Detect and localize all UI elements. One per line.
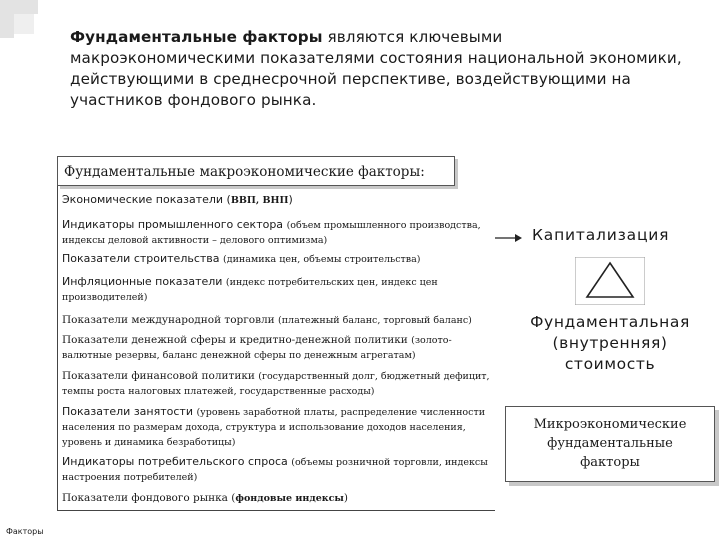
- item-label: Показатели денежной сферы и кредитно-денежной политики: [62, 334, 412, 346]
- list-item: [62, 218, 492, 248]
- list-item: [62, 193, 498, 208]
- item-label: Показатели фондового рынка (: [62, 492, 236, 504]
- item-label: Индикаторы промышленного сектора: [62, 218, 287, 231]
- triangle-icon: [575, 257, 645, 305]
- item-tail: ): [343, 492, 349, 504]
- item-detail: фондовые индексы: [235, 493, 344, 504]
- list-item: [62, 275, 498, 305]
- list-item: [62, 252, 498, 267]
- list-item: [62, 333, 498, 363]
- macro-factors-header: Фундаментальные макроэкономические факторы:: [57, 156, 455, 186]
- item-label: Экономические показатели (: [62, 193, 231, 206]
- micro-factors-box: [505, 406, 715, 482]
- micro-box-line: факторы: [580, 455, 640, 470]
- intro-bold: Фундаментальные факторы: [70, 28, 323, 46]
- item-detail: (платежный баланс, торговый баланс): [278, 315, 472, 326]
- item-detail: (золото-валютные резервы, баланс денежной сферы по денежным агрегатам): [62, 335, 452, 361]
- item-label: Показатели международной торговли: [62, 314, 279, 326]
- item-detail: (динамика цен, объемы строительства): [223, 254, 421, 265]
- intro-text: являются ключевыми макроэкономическими показателями состояния национальной экономики, действующими в среднесрочной перспективе, воздействующими на участников фондового рынка.: [70, 28, 682, 109]
- micro-box-line: фундаментальные: [547, 436, 673, 451]
- list-item: [62, 455, 498, 485]
- footer-label: Факторы: [6, 527, 44, 536]
- bracket-horizontal-line: [57, 510, 495, 511]
- corner-decoration: [0, 0, 60, 60]
- item-label: Показатели финансовой политики: [62, 370, 259, 382]
- fundamental-value-line: (внутренняя): [552, 334, 668, 352]
- list-item: [62, 369, 498, 399]
- item-detail: ВВП, ВНП: [230, 195, 289, 206]
- arrow-right-icon: [494, 232, 524, 244]
- fundamental-value-label: [505, 312, 715, 375]
- list-item: [62, 313, 498, 328]
- item-detail: (индекс потребительских цен, индекс цен производителей): [62, 277, 438, 303]
- item-label: Показатели строительства: [62, 252, 224, 265]
- intro-paragraph: [70, 27, 690, 111]
- bracket-vertical-line: [57, 186, 58, 511]
- fundamental-value-line: Фундаментальная: [530, 313, 690, 331]
- item-detail: (объемы розничной торговли, индексы настроения потребителей): [62, 457, 488, 483]
- list-item: [62, 491, 498, 506]
- item-label: Показатели занятости: [62, 405, 197, 418]
- list-item: [62, 405, 498, 450]
- item-detail: (уровень заработной платы, распределение численности населения по размерам дохода, структура и использование доходов населения, уровень и динамика безработицы): [62, 407, 486, 448]
- item-label: Инфляционные показатели: [62, 275, 226, 288]
- item-label: Индикаторы потребительского спроса: [62, 455, 292, 468]
- item-detail: (государственный долг, бюджетный дефицит, темпы роста налоговых платежей, государственные расходы): [62, 371, 490, 397]
- capitalization-label: Капитализация: [532, 226, 670, 244]
- item-tail: ): [288, 193, 293, 206]
- item-detail: (объем промышленного производства, индексы деловой активности – делового оптимизма): [62, 220, 481, 246]
- fundamental-value-line: стоимость: [564, 355, 656, 373]
- micro-box-line: Микроэкономические: [533, 417, 687, 432]
